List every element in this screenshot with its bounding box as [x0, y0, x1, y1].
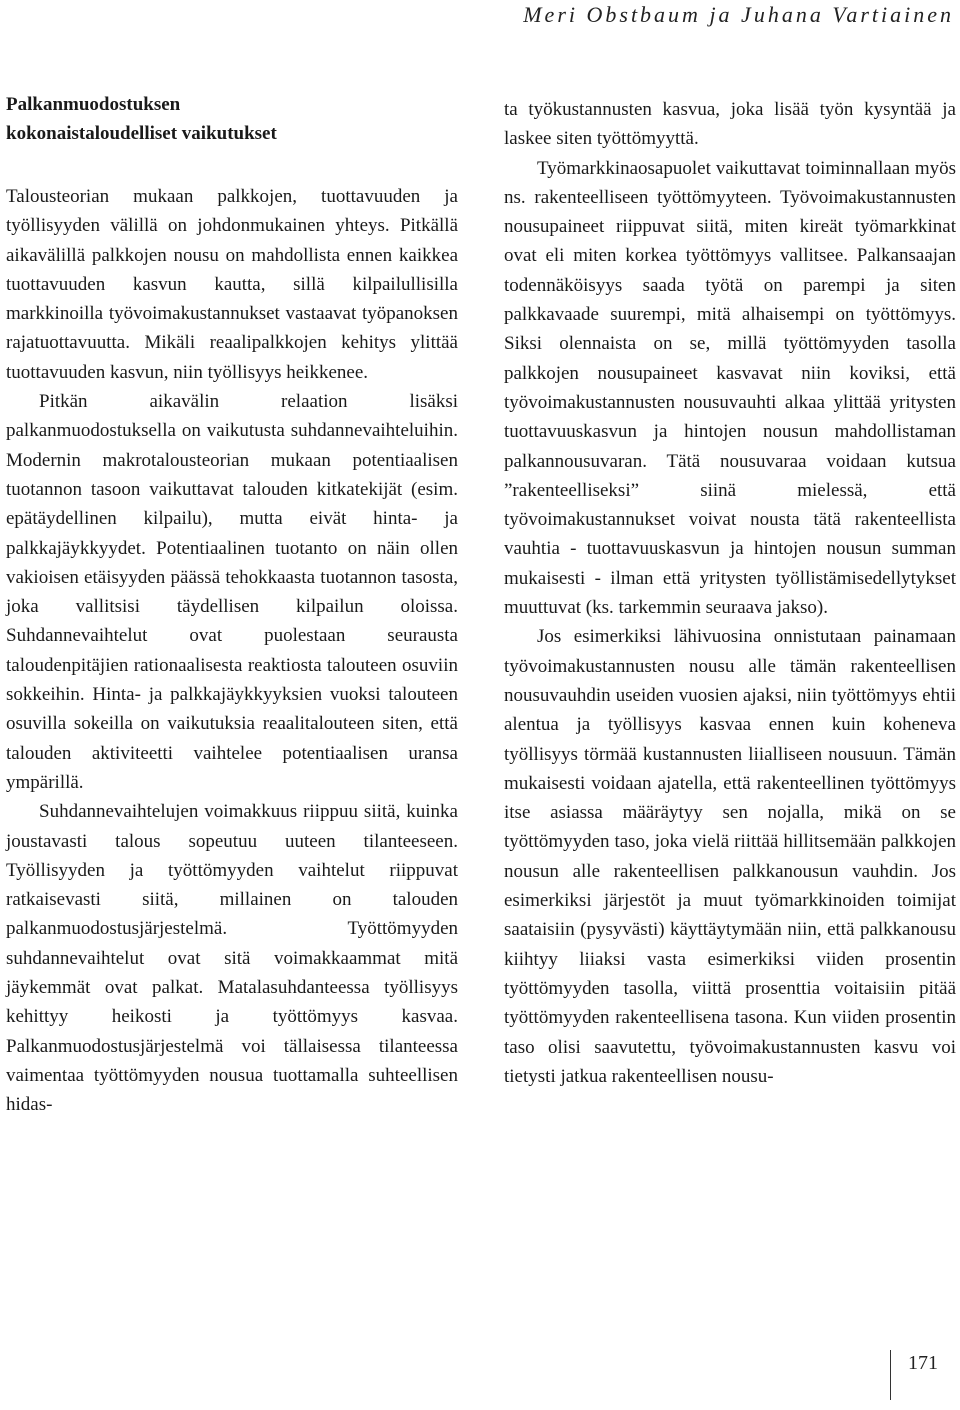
section-heading-line1: Palkanmuodostuksen — [6, 94, 181, 115]
right-column — [504, 95, 956, 1091]
body-paragraph: Jos esimerkiksi lähivuosina onnistutaan painamaan työvoimakustannusten nousu alle tämän rakenteellisen nousuvauhdin useiden vuosien ajaksi, niin työttömyys ehtii alentua ja työllisyys kasvaa ennen kuin koheneva työllisyys törmää kustannusten liialliseen nousuun. Tämän mukaisesti voidaan ajatella, että rakenteellinen työttömyys itse asiassa määräytyy sen nojalla, mikä on se työttömyyden taso, joka vielä riittää hillitsemään palkkojen nousun alle rakenteellisen palkkanousun vauhdin. Jos esimerkiksi järjestöt ja muut työmarkkinoiden toimijat saataisiin (pysyvästi) käyttäytymään niin, että palkkanousu kiihtyy liiaksi vasta esimerkiksi viiden prosentin työttömyyden tasolla, viittä prosenttia voitaisiin pitää työttömyyden rakenteellisena tasona. Kun viiden prosentin taso olisi saavutettu, työvoimakustannusten kasvu voi tietysti jatkua rakenteellisen nousu- — [504, 626, 956, 1087]
section-heading-line2: kokonaistaloudelliset vaikutukset — [6, 123, 277, 144]
page-footer — [880, 1350, 960, 1410]
page-number-rule — [890, 1350, 891, 1400]
body-paragraph: Pitkän aikavälin relaation lisäksi palkanmuodostuksella on vaikutusta suhdannevaihteluihin. Modernin makrotalousteorian mukaan potentiaalisen tuotannon tasoon vaikuttavat talouden kitkatekijät (esim. epätäydellinen kilpailu), mutta eivät hinta- ja palkkajäykkyydet. Potentiaalinen tuotanto on näin ollen vakioisen etäisyyden päässä tehokkaasta tuotannon tasosta, joka vallitsisi täydellisen kilpailun oloissa. Suhdannevaihtelut ovat puolestaan seurausta taloudenpitäjien rationaalisesta reaktiosta talouteen osuviin sokkeihin. Hinta- ja palkkajäykkyyksien vuoksi talouteen osuvilla sokeilla on vaikutuksia reaalitalouteen siten, että talouden aktiviteetti vaihtelee potentiaalisen uransa ympärillä. — [6, 391, 458, 793]
left-column — [6, 90, 458, 1120]
body-paragraph: Talousteorian mukaan palkkojen, tuottavuuden ja työllisyyden välillä on johdonmukainen yhteys. Pitkällä aikavälillä palkkojen nousu on mahdollista ennen kaikkea tuottavuuden kasvun kautta, sillä kilpailullisilla markkinoilla työvoimakustannukset vastaavat työpanoksen rajatuottavuutta. Mikäli reaalipalkkojen kehitys ylittää tuottavuuden kasvun, niin työllisyys heikkenee. — [6, 186, 458, 383]
body-paragraph: Suhdannevaihtelujen voimakkuus riippuu siitä, kuinka joustavasti talous sopeutuu uuteen tilanteeseen. Työllisyyden ja työttömyyden vaihtelut riippuvat ratkaisevasti siitä, millainen on talouden palkanmuodostusjärjestelmä. Työttömyyden suhdannevaihtelut ovat sitä voimakkaammat mitä jäykemmät ovat palkat. Matalasuhdanteessa työllisyys kehittyy heikosti ja työttömyys kasvaa. Palkanmuodostusjärjestelmä voi tällaisessa tilanteessa vaimentaa työttömyyden nousua tuottamalla suhteellisen hidas- — [6, 801, 458, 1116]
running-header: Meri Obstbaum ja Juhana Vartiainen — [523, 2, 954, 27]
body-paragraph: ta työkustannusten kasvua, joka lisää työn kysyntää ja laskee siten työttömyyttä. — [504, 99, 956, 150]
section-heading — [6, 90, 458, 148]
page-number: 171 — [908, 1352, 938, 1374]
body-paragraph: Työmarkkinaosapuolet vaikuttavat toiminnallaan myös ns. rakenteelliseen työttömyyteen. Työvoimakustannusten nousupaineet riippuvat siitä, miten kireät työmarkkinat ovat eli miten korkea työttömyys vallitsee. Palkansaajan todennäköisyys saada työtä on parempi ja siten palkkavaade suurempi, mitä alhaisempi on työttömyys. Siksi olennaista on se, millä työttömyyden tasolla palkkojen nousupaineet kasvavat niin koviksi, että työvoimakustannusten nousuvauhti alkaa ylittää yritysten tuottavuuskasvun ja hintojen nousun mahdollistaman palkannousuvaran. Tätä nousuvaraa voidaan kutsua ”rakenteelliseksi” siinä mielessä, että työvoimakustannukset voivat nousta tätä rakenteellista vauhtia - tuottavuuskasvun ja hintojen nousun summan mukaisesti - ilman että yritysten työllistämisedellytykset muuttuvat (ks. tarkemmin seuraava jakso). — [504, 157, 956, 619]
